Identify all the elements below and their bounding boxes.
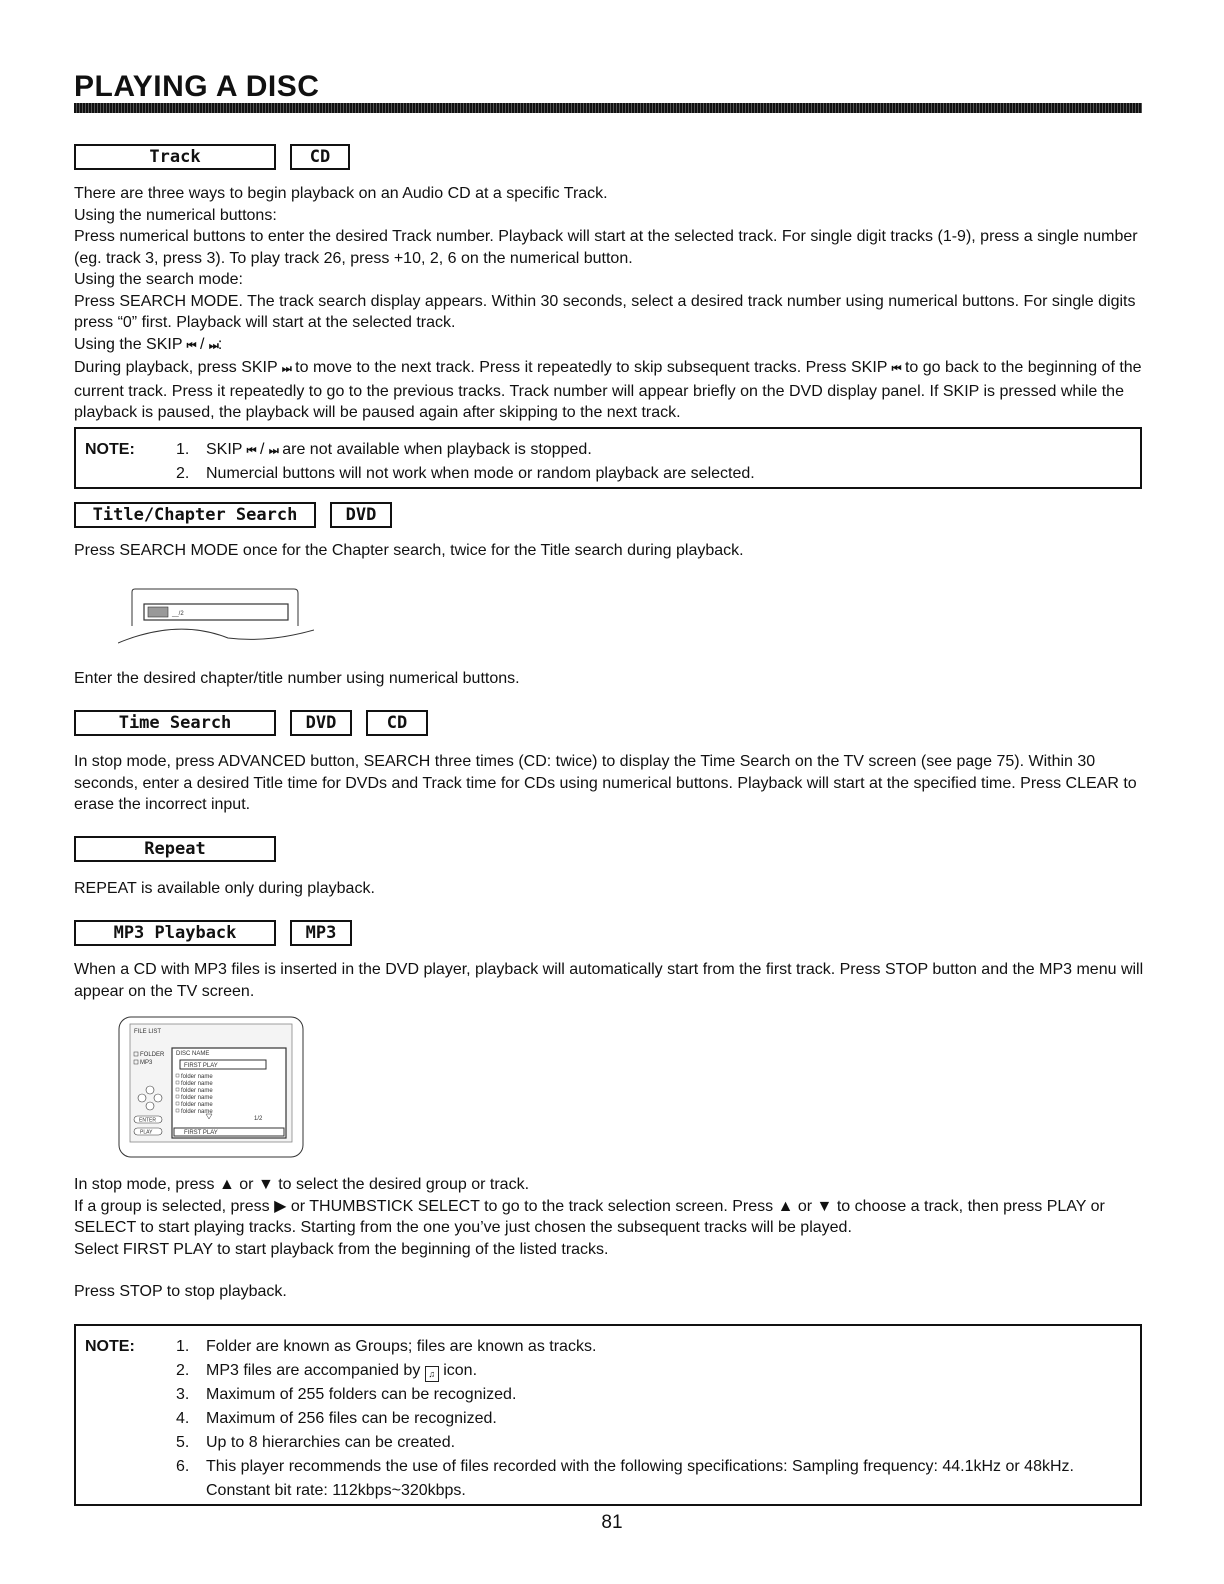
skip-paragraph: During playback, press SKIP ⏭ to move to the next track. Press it repeatedly to skip subsequent tracks. Press SKIP ⏮ to go back to the beginning of the current track. Press it repeatedly to go to the previous tracks. Track number will appear briefly on the DVD display panel. If SKIP is pressed while the playback is paused, the playback will be paused again after skipping to the next track. <box>74 359 1142 421</box>
skip-next-icon: ⏭ <box>208 339 218 352</box>
note-item: 3. Maximum of 255 folders can be recognized. <box>176 1386 517 1403</box>
svg-text:folder name: folder name <box>181 1102 213 1108</box>
page-title: PLAYING A DISC <box>74 70 320 103</box>
cd-badge: CD <box>290 144 350 170</box>
menu-enter-label: ENTER <box>139 1117 156 1124</box>
note-label: NOTE: <box>85 441 135 458</box>
repeat-heading: Repeat <box>74 836 276 862</box>
mp3-instr-line: In stop mode, press ▲ or ▼ to select the desired group or track. <box>74 1176 530 1193</box>
search-osd-text: __/2 <box>172 611 184 617</box>
svg-text:folder name: folder name <box>181 1074 213 1080</box>
mp3-menu-illustration <box>118 1016 304 1158</box>
cd-badge: CD <box>366 710 428 736</box>
mp3-instr-line: Press STOP to stop playback. <box>74 1283 287 1300</box>
skip-prev-icon: ⏮ <box>186 339 196 352</box>
mp3-instructions <box>74 1174 1144 1303</box>
note-item: 6. This player recommends the use of files recorded with the following specifications: Sampling frequency: 44.1kHz or 48kHz. Constant bit rate: 112kbps~320kbps. <box>176 1458 1074 1499</box>
svg-text:folder name: folder name <box>181 1109 213 1115</box>
mp3-heading: MP3 Playback <box>74 920 276 946</box>
skip-next-icon: ⏭ <box>281 363 291 375</box>
note-item: 2. Numercial buttons will not work when mode or random playback are selected. <box>176 465 755 482</box>
repeat-text: REPEAT is available only during playback. <box>74 880 375 897</box>
time-search-text: In stop mode, press ADVANCED button, SEARCH three times (CD: twice) to display the Time Search on the TV screen (see page 75). Within 30 seconds, enter a desired Title time for DVDs and Track time for CDs using numerical buttons. Playback will start at the specified time. Press CLEAR to erase the incorrect input. <box>74 753 1137 813</box>
menu-first-play: FIRST PLAY <box>184 1063 218 1069</box>
up-arrow-icon: ▲ <box>777 1197 794 1215</box>
menu-folder-label: FOLDER <box>140 1052 165 1058</box>
skip-next-icon: ⏭ <box>268 445 278 457</box>
title-chapter-text: Press SEARCH MODE once for the Chapter search, twice for the Title search during playback. <box>74 542 744 559</box>
menu-disc-name: DISC NAME <box>176 1051 210 1057</box>
right-arrow-icon: ▶ <box>274 1197 287 1215</box>
up-arrow-icon: ▲ <box>218 1176 235 1193</box>
title-chapter-heading: Title/Chapter Search <box>74 502 316 528</box>
note-item: 1. SKIP ⏮ / ⏭ are not available when playback is stopped. <box>176 441 592 458</box>
note-item: 2. MP3 files are accompanied by ♫ icon. <box>176 1359 1126 1383</box>
down-arrow-icon: ▼ <box>816 1197 833 1215</box>
track-line: There are three ways to begin playback on an Audio CD at a specific Track. <box>74 185 608 202</box>
time-search-heading: Time Search <box>74 710 276 736</box>
svg-text:folder name: folder name <box>181 1088 213 1094</box>
svg-text:folder name: folder name <box>181 1081 213 1087</box>
skip-prev-icon: ⏮ <box>891 363 901 375</box>
skip-prev-icon: ⏮ <box>246 445 256 457</box>
track-line: Press SEARCH MODE. The track search display appears. Within 30 seconds, select a desired track number using numerical buttons. For single digits press “0” first. Playback will start at the selected track. <box>74 292 1136 331</box>
title-rule <box>74 103 1142 113</box>
search-osd-illustration <box>118 588 314 644</box>
menu-page-indicator: 1/2 <box>254 1116 263 1122</box>
page-number: 81 <box>601 1512 623 1533</box>
track-body <box>74 183 1144 424</box>
mp3-file-icon: ♫ <box>425 1366 439 1382</box>
note-item: 5. Up to 8 hierarchies can be created. <box>176 1434 456 1451</box>
mp3-instr-line: If a group is selected, press ▶ or THUMBSTICK SELECT to go to the track selection screen. Press ▲ or ▼ to choose a track, then press PLAY or SELECT to start playing tracks. Starting from the one you’ve just chosen the subsequent tracks will be played. <box>74 1197 1105 1236</box>
down-arrow-icon: ▼ <box>257 1176 274 1193</box>
title-chapter-after: Enter the desired chapter/title number using numerical buttons. <box>74 670 520 687</box>
track-line: Press numerical buttons to enter the desired Track number. Playback will start at the selected track. For single digit tracks (1-9), press a single number (eg. track 3, press 3). To play track 26, press +10, 2, 6 on the numerical button. <box>74 228 1138 267</box>
note-item: 4. Maximum of 256 files can be recognized. <box>176 1410 497 1427</box>
menu-play-label: PLAY <box>140 1129 153 1136</box>
note-label: NOTE: <box>85 1338 135 1355</box>
menu-mp3-label: MP3 <box>140 1060 153 1066</box>
note-item: 1. Folder are known as Groups; files are known as tracks. <box>176 1338 597 1355</box>
svg-text:folder name: folder name <box>181 1095 213 1101</box>
menu-folder-list <box>176 1074 213 1115</box>
menu-bottom-first-play: FIRST PLAY <box>184 1130 218 1136</box>
file-list-title: FILE LIST <box>134 1029 162 1035</box>
skip-heading: Using the SKIP ⏮ / ⏭: <box>74 335 223 353</box>
track-line: Using the numerical buttons: <box>74 206 277 224</box>
mp3-text: When a CD with MP3 files is inserted in the DVD player, playback will automatically start from the first track. Press STOP button and the MP3 menu will appear on the TV screen. <box>74 961 1144 1000</box>
note-box <box>74 427 1142 489</box>
dvd-badge: DVD <box>330 502 392 528</box>
track-heading: Track <box>74 144 276 170</box>
mp3-instr-line: Select FIRST PLAY to start playback from the beginning of the listed tracks. <box>74 1240 609 1258</box>
note-box <box>74 1324 1142 1506</box>
track-line: Using the search mode: <box>74 271 243 288</box>
dvd-badge: DVD <box>290 710 352 736</box>
mp3-badge: MP3 <box>290 920 352 946</box>
